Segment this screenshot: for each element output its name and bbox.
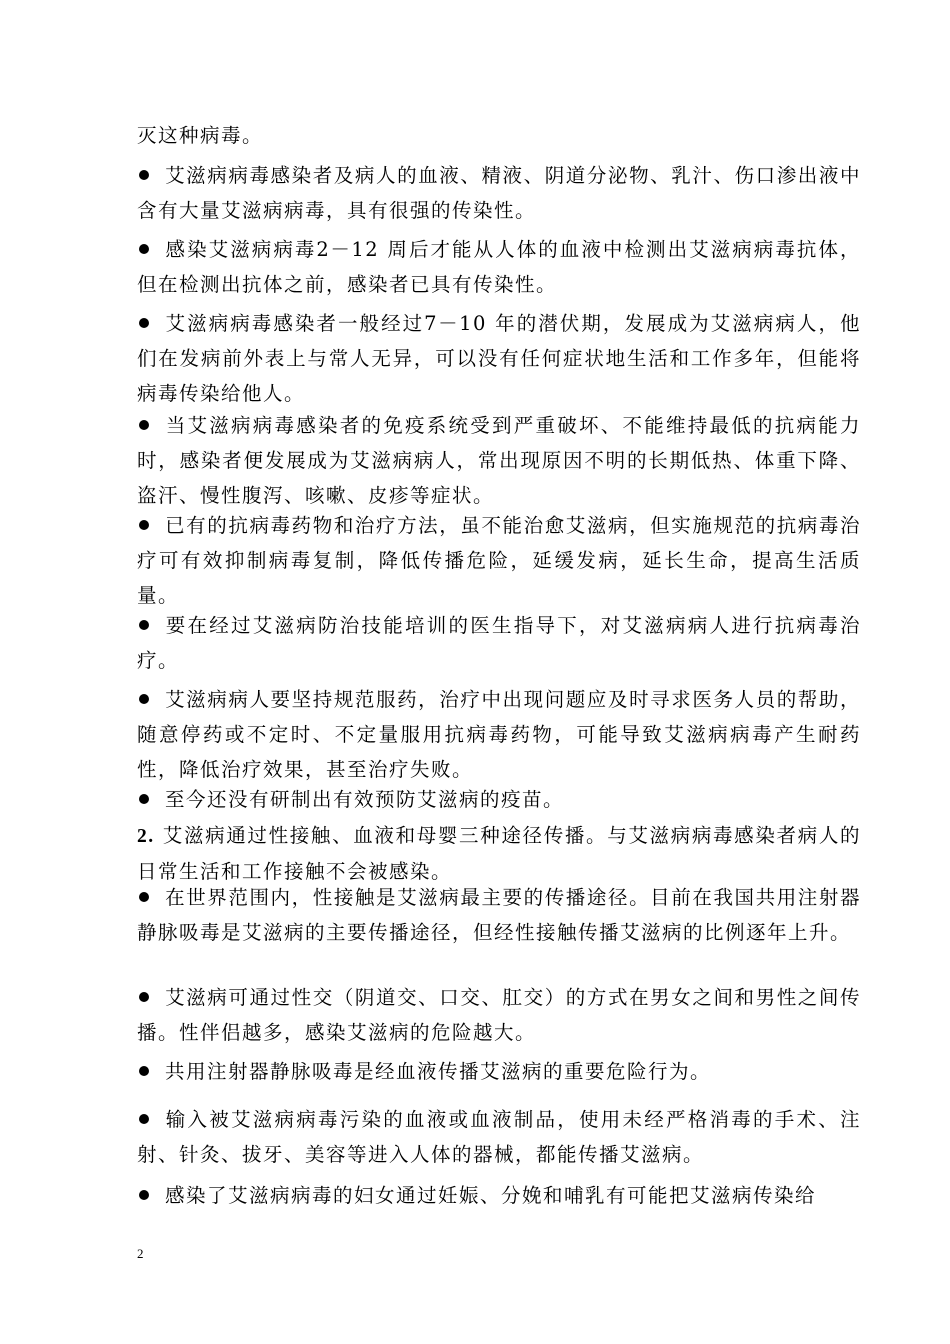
bullet-icon [139, 620, 149, 630]
paragraph-text: 至今还没有研制出有效预防艾滋病的疫苗。 [165, 788, 565, 811]
bullet-paragraph [137, 880, 861, 950]
paragraph-text: 输入被艾滋病病毒污染的血液或血液制品，使用未经严格消毒的手术、注射、针灸、拔牙、美容等进入人体的器械，都能传播艾滋病。 [137, 1108, 861, 1166]
bullet-icon [139, 794, 149, 804]
bullet-paragraph [137, 408, 861, 513]
paragraph-text: 艾滋病通过性接触、血液和母婴三种途径传播。与艾滋病病毒感染者病人的日常生活和工作接触不会被感染。 [137, 824, 861, 883]
bullet-icon [139, 170, 149, 180]
section-number: 2. [137, 826, 155, 847]
paragraph-text: 艾滋病可通过性交（阴道交、口交、肛交）的方式在男女之间和男性之间传播。性伴侣越多，感染艾滋病的危险越大。 [137, 986, 861, 1044]
paragraph-text: 共用注射器静脉吸毒是经血液传播艾滋病的重要危险行为。 [165, 1060, 712, 1083]
bullet-paragraph [137, 782, 861, 817]
bullet-icon [139, 318, 149, 328]
page-number: 2 [137, 1246, 144, 1261]
bullet-icon [139, 1066, 149, 1076]
bullet-icon [139, 694, 149, 704]
paragraph-text: 艾滋病病人要坚持规范服药，治疗中出现问题应及时寻求医务人员的帮助，随意停药或不定时、不定量服用抗病毒药物，可能导致艾滋病病毒产生耐药性，降低治疗效果，甚至治疗失败。 [137, 688, 861, 781]
bullet-paragraph [137, 1178, 861, 1213]
bullet-paragraph [137, 508, 861, 613]
bullet-icon [139, 892, 149, 902]
paragraph-text: 要在经过艾滋病防治技能培训的医生指导下，对艾滋病病人进行抗病毒治疗。 [137, 614, 861, 672]
paragraph-text: 灭这种病毒。 [137, 124, 264, 147]
bullet-icon [139, 244, 149, 254]
bullet-paragraph [137, 232, 861, 302]
paragraph-text: 感染了艾滋病病毒的妇女通过妊娠、分娩和哺乳有可能把艾滋病传染给 [165, 1184, 817, 1207]
bullet-paragraph [137, 1054, 861, 1089]
bullet-paragraph [137, 608, 861, 678]
bullet-paragraph [137, 306, 861, 411]
paragraph-text: 艾滋病病毒感染者及病人的血液、精液、阴道分泌物、乳汁、伤口渗出液中含有大量艾滋病病毒，具有很强的传染性。 [137, 164, 861, 222]
bullet-icon [139, 1190, 149, 1200]
paragraph-text: 感染艾滋病病毒2－12 周后才能从人体的血液中检测出艾滋病病毒抗体，但在检测出抗体之前，感染者已具有传染性。 [137, 238, 861, 296]
bullet-paragraph [137, 1102, 861, 1172]
bullet-paragraph [137, 682, 861, 787]
bullet-icon [139, 520, 149, 530]
bullet-paragraph [137, 980, 861, 1050]
numbered-paragraph [137, 818, 861, 889]
paragraph-text: 艾滋病病毒感染者一般经过7－10 年的潜伏期，发展成为艾滋病病人，他们在发病前外表上与常人无异，可以没有任何症状地生活和工作多年，但能将病毒传染给他人。 [137, 312, 861, 405]
paragraph-text: 在世界范围内，性接触是艾滋病最主要的传播途径。目前在我国共用注射器静脉吸毒是艾滋病的主要传播途径，但经性接触传播艾滋病的比例逐年上升。 [137, 886, 861, 944]
bullet-icon [139, 992, 149, 1002]
paragraph-text: 当艾滋病病毒感染者的免疫系统受到严重破坏、不能维持最低的抗病能力时，感染者便发展成为艾滋病病人，常出现原因不明的长期低热、体重下降、盗汗、慢性腹泻、咳嗽、皮疹等症状。 [137, 414, 861, 507]
paragraph-text: 已有的抗病毒药物和治疗方法，虽不能治愈艾滋病，但实施规范的抗病毒治疗可有效抑制病毒复制，降低传播危险，延缓发病，延长生命，提高生活质量。 [137, 514, 861, 607]
paragraph-continuation [137, 118, 861, 153]
bullet-paragraph [137, 158, 861, 228]
bullet-icon [139, 1114, 149, 1124]
bullet-icon [139, 420, 149, 430]
